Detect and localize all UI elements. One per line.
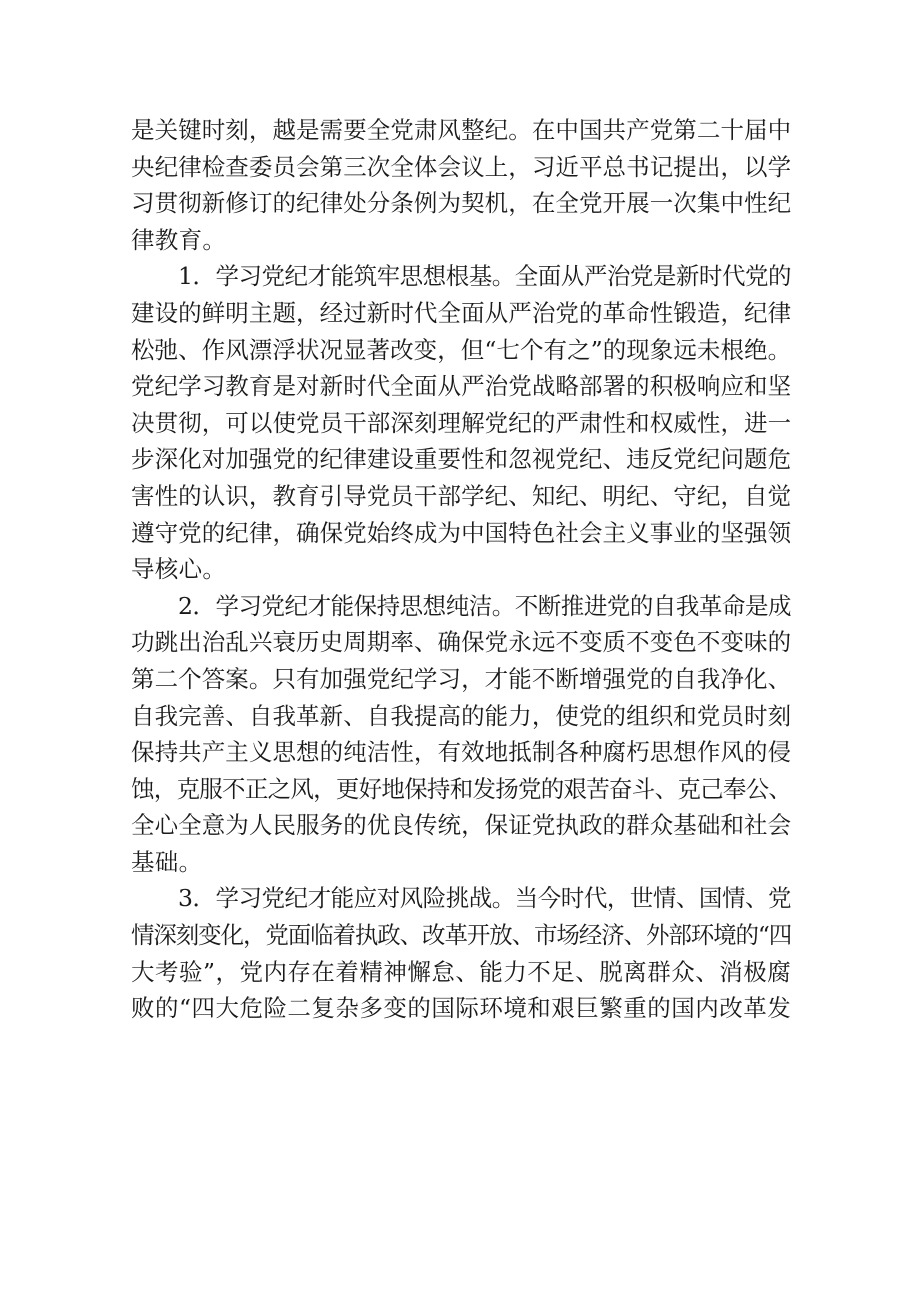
paragraph-line: 2．学习党纪才能保持思想纯洁。不断推进党的自我革命是成 (178, 591, 791, 620)
paragraph-point-2 (131, 588, 791, 881)
paragraph-line: 功跳出治乱兴衰历史周期率、确保党永远不变质不变色不变味的 (131, 628, 791, 657)
paragraph-line: 央纪律检查委员会第三次全体会议上，习近平总书记提出，以学 (131, 152, 791, 181)
paragraph-line: 害性的认识，教育引导党员干部学纪、知纪、明纪、守纪，自觉 (131, 481, 791, 510)
paragraph-line: 决贯彻，可以使党员干部深刻理解党纪的严肃性和权威性，进一 (131, 408, 791, 437)
paragraph-line: 1．学习党纪才能筑牢思想根基。全面从严治党是新时代党的 (178, 262, 791, 291)
paragraph-line: 基础。 (131, 847, 203, 876)
paragraph-line: 建设的鲜明主题，经过新时代全面从严治党的革命性锻造，纪律 (131, 298, 791, 327)
paragraph-line: 步深化对加强党的纪律建设重要性和忽视党纪、违反党纪问题危 (131, 445, 791, 474)
paragraph-intro (131, 112, 791, 258)
paragraph-point-1 (131, 258, 791, 587)
paragraph-line: 全心全意为人民服务的优良传统，保证党执政的群众基础和社会 (131, 811, 791, 840)
paragraph-line: 保持共产主义思想的纯洁性，有效地抵制各种腐朽思想作风的侵 (131, 738, 791, 767)
paragraph-line: 松弛、作风漂浮状况显著改变，但“七个有之”的现象远未根绝。 (131, 335, 791, 364)
paragraph-line: 导核心。 (131, 555, 227, 584)
paragraph-line: 是关键时刻，越是需要全党肃风整纪。在中国共产党第二十届中 (131, 116, 791, 144)
paragraph-line: 律教育。 (131, 225, 227, 254)
paragraph-line: 大考验”，党内存在着精神懈怠、能力不足、脱离群众、消极腐 (131, 957, 791, 986)
paragraph-line: 党纪学习教育是对新时代全面从严治党战略部署的积极响应和坚 (131, 372, 791, 401)
paragraph-line: 蚀，克服不正之风，更好地保持和发扬党的艰苦奋斗、克己奉公、 (131, 774, 791, 803)
paragraph-line: 习贯彻新修订的纪律处分条例为契机，在全党开展一次集中性纪 (131, 189, 791, 218)
paragraph-point-3 (131, 880, 791, 1026)
paragraph-line: 自我完善、自我革新、自我提高的能力，使党的组织和党员时刻 (131, 701, 791, 730)
paragraph-line: 第二个答案。只有加强党纪学习，才能不断增强党的自我净化、 (131, 664, 791, 693)
paragraph-line: 败的“四大危险二复杂多变的国际环境和艰巨繁重的国内改革发 (131, 994, 791, 1023)
document-body (131, 112, 791, 1027)
paragraph-line: 情深刻变化，党面临着执政、改革开放、市场经济、外部环境的“四 (131, 921, 791, 950)
paragraph-line: 遵守党的纪律，确保党始终成为中国特色社会主义事业的坚强领 (131, 518, 791, 547)
paragraph-line: 3．学习党纪才能应对风险挑战。当今时代，世情、国情、党 (178, 884, 791, 913)
